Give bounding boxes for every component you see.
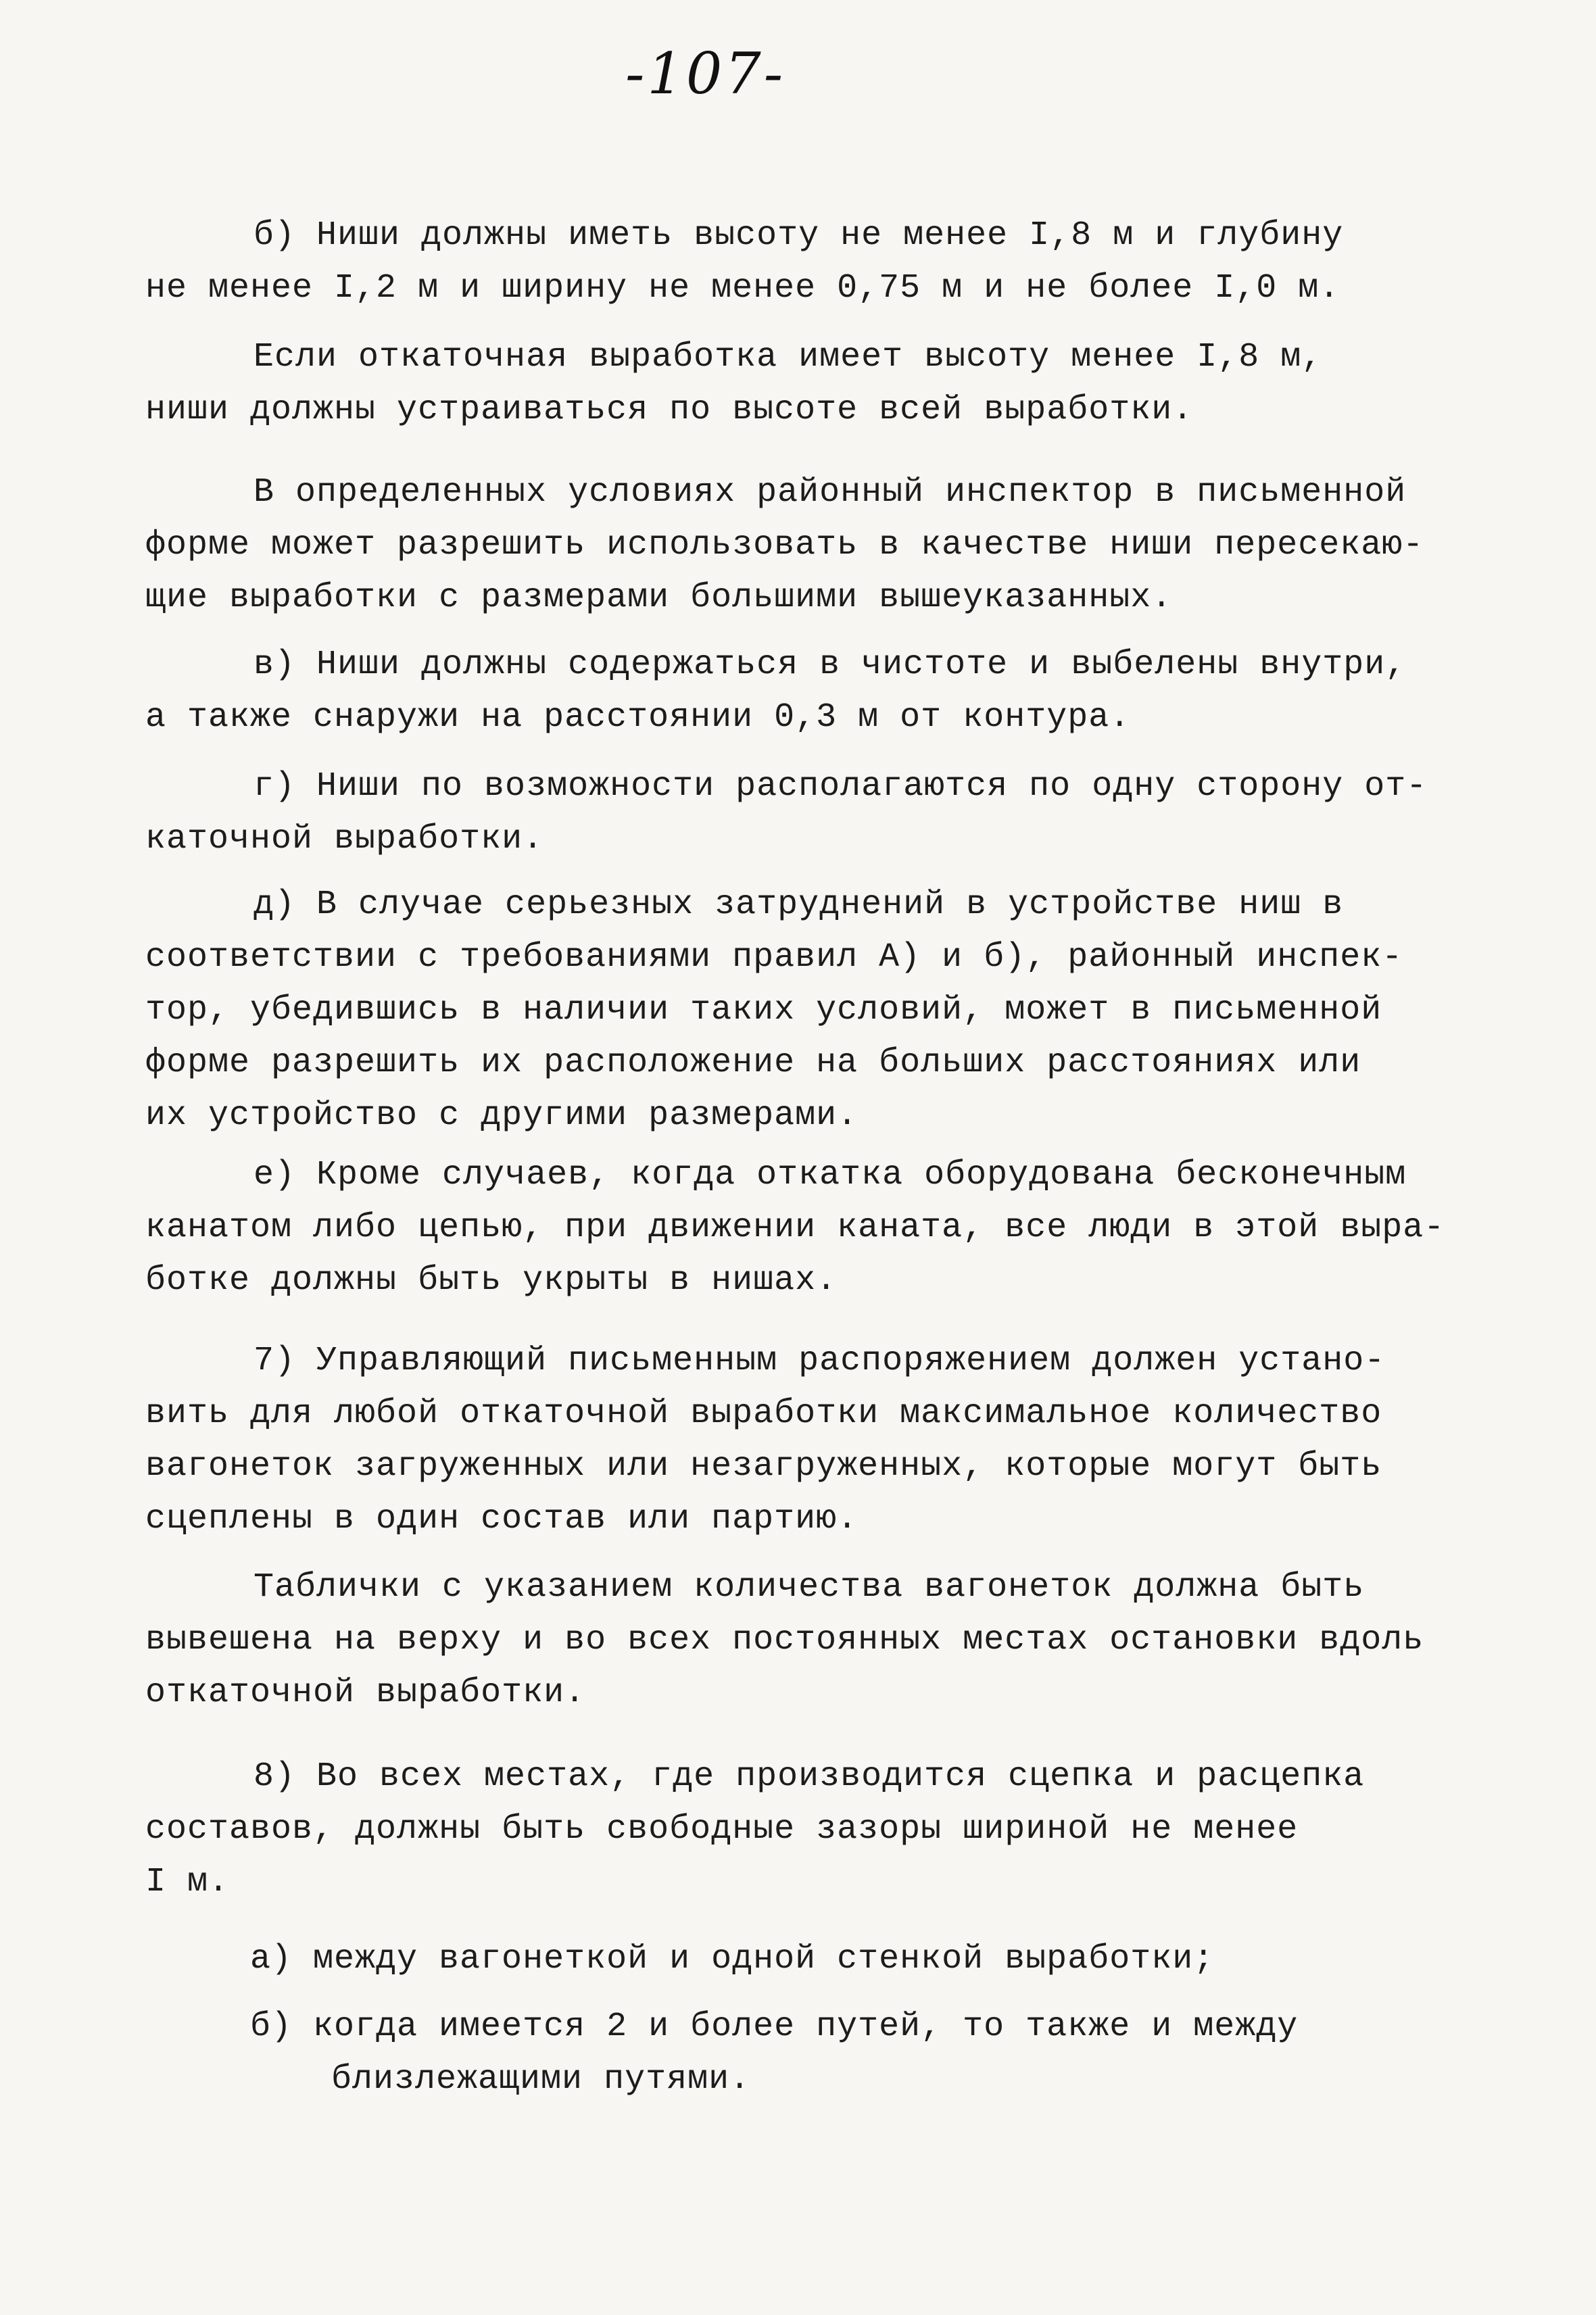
paragraph-signs: [145, 1561, 1470, 1720]
text-line: а) между вагонеткой и одной стенкой выработки;: [250, 1940, 1215, 1978]
paragraph-niche-cleanliness: [145, 639, 1470, 744]
text-line: вить для любой откаточной выработки максимальное количество: [145, 1394, 1382, 1433]
list-item-track-clearance: [145, 2001, 1470, 2106]
text-line: каточной выработки.: [145, 820, 544, 858]
paragraph-endless-rope: [145, 1149, 1470, 1307]
text-line: е) Кроме случаев, когда откатка оборудована бесконечным: [253, 1156, 1407, 1194]
text-line: Таблички с указанием количества вагонеток должна быть: [253, 1568, 1365, 1607]
paragraph-manager-order: [145, 1335, 1470, 1546]
paragraph-inspector-permission: [145, 466, 1470, 625]
paragraph-niche-height: [145, 331, 1470, 437]
text-line: I м.: [145, 1863, 230, 1901]
text-line: Если откаточная выработка имеет высоту менее I,8 м,: [253, 338, 1323, 376]
text-line: соответствии с требованиями правил А) и б), районный инспек-: [145, 938, 1403, 977]
paragraph-serious-difficulties: [145, 879, 1470, 1142]
text-line: составов, должны быть свободные зазоры шириной не менее: [145, 1810, 1299, 1849]
text-line: а также снаружи на расстоянии 0,3 м от контура.: [145, 698, 1131, 737]
text-line: тор, убедившись в наличии таких условий, может в письменной: [145, 991, 1382, 1029]
text-line: не менее I,2 м и ширину не менее 0,75 м и не более I,0 м.: [145, 269, 1340, 308]
text-line: В определенных условиях районный инспектор в письменной: [253, 473, 1407, 512]
text-line: 7) Управляющий письменным распоряжением должен устано-: [253, 1342, 1386, 1380]
text-line: канатом либо цепью, при движении каната, все люди в этой выра-: [145, 1209, 1445, 1247]
text-line: б) когда имеется 2 и более путей, то также и между: [250, 2007, 1299, 2046]
text-line: сцеплены в один состав или партию.: [145, 1500, 859, 1538]
text-line: 8) Во всех местах, где производится сцепка и расцепка: [253, 1757, 1365, 1796]
text-line: в) Ниши должны содержаться в чистоте и выбелены внутри,: [253, 645, 1407, 684]
text-line: их устройство с другими размерами.: [145, 1096, 859, 1135]
paragraph-niche-dimensions: [145, 210, 1470, 315]
text-line: г) Ниши по возможности располагаются по одну сторону от-: [253, 767, 1428, 806]
page-number: -107-: [625, 41, 786, 107]
text-line: д) В случае серьезных затруднений в устройстве ниш в: [253, 885, 1344, 924]
text-line: близлежащими путями.: [331, 2060, 751, 2099]
paragraph-coupling-clearance: [145, 1751, 1470, 1909]
text-line: вывешена на верху и во всех постоянных местах остановки вдоль: [145, 1621, 1424, 1659]
text-line: вагонеток загруженных или незагруженных, которые могут быть: [145, 1447, 1382, 1486]
text-line: ниши должны устраиваться по высоте всей выработки.: [145, 391, 1194, 429]
text-line: форме может разрешить использовать в качестве ниши пересекаю-: [145, 526, 1424, 564]
text-line: откаточной выработки.: [145, 1674, 586, 1712]
paragraph-niche-side: [145, 760, 1470, 866]
text-line: ботке должны быть укрыты в нишах.: [145, 1261, 838, 1300]
text-line: б) Ниши должны иметь высоту не менее I,8 м и глубину: [253, 216, 1344, 255]
list-item-wall-clearance: [145, 1933, 1470, 1986]
text-line: форме разрешить их расположение на больших расстояниях или: [145, 1044, 1361, 1082]
text-line: щие выработки с размерами большими вышеуказанных.: [145, 579, 1173, 617]
